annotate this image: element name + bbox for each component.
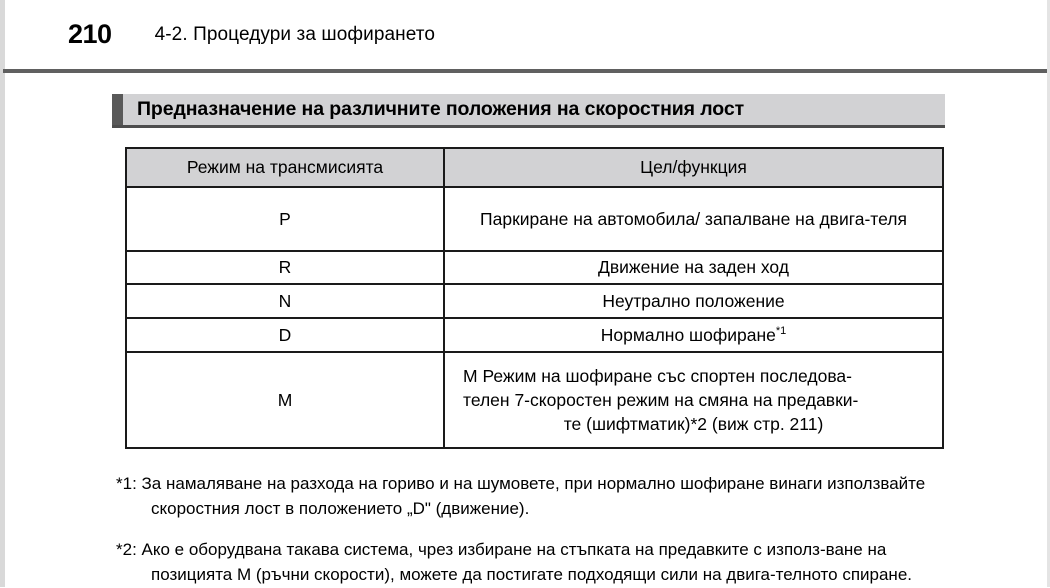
footnote-2-text: Ако е оборудвана такава система, чрез избиране на стъпката на предавките с използ-ване на позицията М (ръчни скорости), можете да постигате подходящи сили на двига-телното спиране. — [141, 540, 912, 584]
cell-mode-d: D — [126, 318, 444, 352]
cell-purpose-m-line3: те (шифтматик)*2 (виж стр. 211) — [563, 414, 824, 435]
section-accent-block — [112, 94, 123, 125]
footnote-1-marker: *1: — [116, 474, 137, 493]
table-row — [126, 284, 943, 318]
cell-purpose-m-line2: телен 7-скоростен режим на смяна на предавки- — [463, 389, 859, 410]
cell-purpose-m — [444, 352, 943, 448]
gear-position-table — [125, 147, 944, 449]
cell-purpose-d-text: Нормално шофиране — [600, 324, 776, 345]
cell-mode-r: R — [126, 251, 444, 284]
footnote-ref-1: *1 — [775, 325, 787, 338]
page-running-header — [0, 0, 1050, 69]
section-title-background — [123, 94, 945, 125]
page-number: 210 — [68, 19, 112, 49]
page-edge-left — [0, 0, 5, 587]
column-header-purpose: Цел/функция — [444, 148, 943, 187]
table-row — [126, 318, 943, 352]
cell-purpose-d — [444, 318, 943, 352]
table-header-row — [126, 148, 943, 187]
table-row — [126, 187, 943, 251]
cell-mode-p: P — [126, 187, 444, 251]
column-header-mode: Режим на трансмисията — [126, 148, 444, 187]
table-row — [126, 352, 943, 448]
header-divider-rule — [3, 69, 1047, 73]
section-title-band — [112, 94, 945, 128]
footnote-2 — [116, 538, 971, 587]
footnote-1 — [116, 472, 971, 521]
cell-purpose-m-line1: М Режим на шофиране със спортен последова- — [463, 365, 852, 386]
cell-purpose-p: Паркиране на автомобила/ запалване на двига-теля — [444, 187, 943, 251]
footnotes-block — [116, 455, 971, 588]
table-row — [126, 251, 943, 284]
footnote-2-marker: *2: — [116, 540, 137, 560]
cell-purpose-n: Неутрално положение — [444, 284, 943, 318]
header-section-title: 4-2. Процедури за шофирането — [154, 24, 436, 45]
footnote-1-text: За намаляване на разхода на гориво и на шумовете, при нормално шофиране винаги използвайте скоростния лост в положението „D" (движение). — [141, 474, 926, 518]
cell-mode-m: M — [126, 352, 444, 448]
cell-purpose-r: Движение на заден ход — [444, 251, 943, 284]
cell-mode-n: N — [126, 284, 444, 318]
section-title-text: Предназначение на различните положения на скоростния лост — [137, 97, 745, 120]
